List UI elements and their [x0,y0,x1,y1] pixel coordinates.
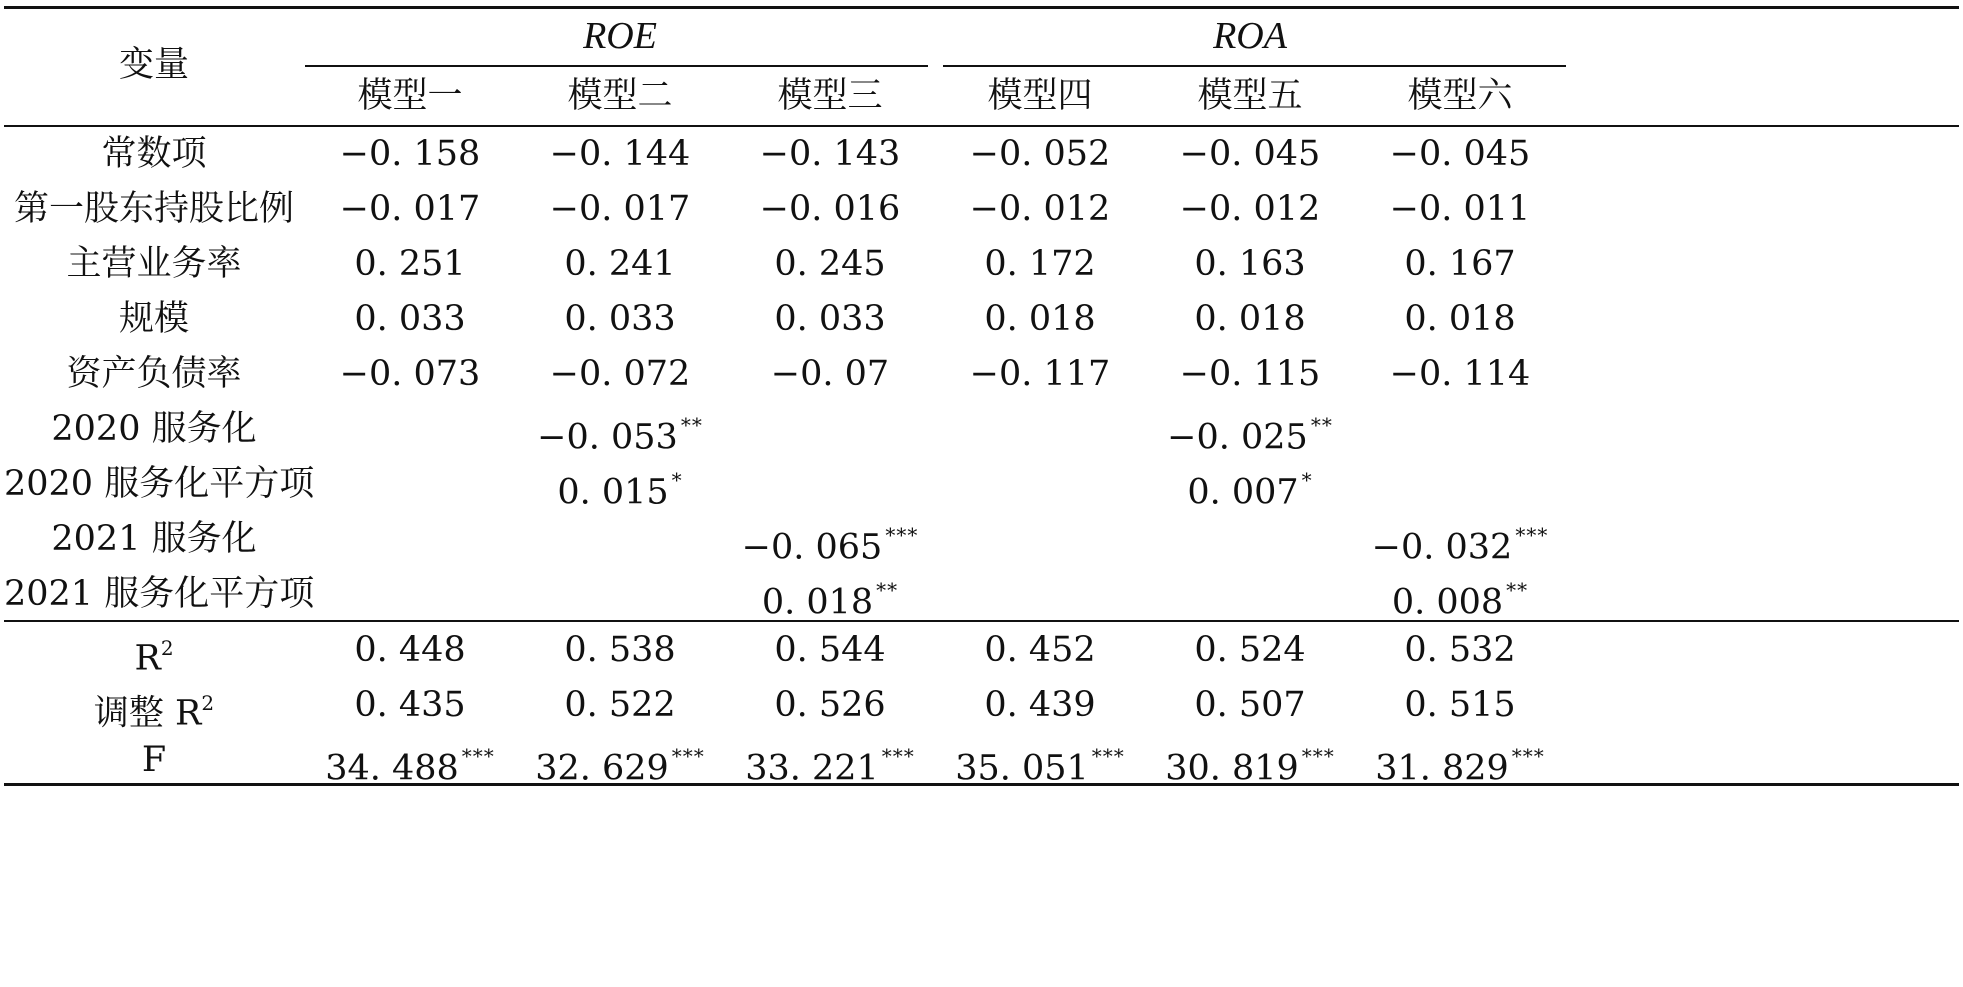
cell-value: 0. 538 [564,630,676,670]
cell-value: 0. 251 [354,244,466,284]
stat-cell [725,726,935,794]
cell-value: 0. 452 [984,630,1096,670]
cell-value: −0. 143 [759,134,901,174]
cell-value: −0. 117 [969,354,1111,394]
cell-value: 0. 018 [1194,299,1306,339]
stat-cell [1145,726,1355,794]
stat-cell [1355,726,1565,794]
cell-value: 0. 448 [354,630,466,670]
significance-stars: *** [1511,744,1545,768]
model-header-2: 模型二 [567,76,673,116]
cell-value: 0. 532 [1404,630,1516,670]
cell-value: −0. 072 [549,354,691,394]
row-label: 常数项 [101,134,207,174]
cell-value: 0. 018 [984,299,1096,339]
cell-value: 0. 018 [761,582,874,623]
row-label: 规模 [118,299,189,339]
significance-stars: *** [1091,744,1125,768]
cell-value: 0. 507 [1194,685,1306,725]
cell-value: 0. 007 [1187,472,1299,513]
cell-value: 0. 033 [564,299,676,339]
cell-value: 0. 544 [774,630,886,670]
cell-value: 0. 018 [1404,299,1516,339]
cell-value: −0. 144 [549,134,691,174]
table-cell [1145,450,1355,518]
cell-value: 0. 172 [984,244,1096,284]
cell-value: −0. 045 [1179,134,1321,174]
model-header-3: 模型三 [777,76,883,116]
cell-value: −0. 032 [1371,527,1513,568]
cell-value: −0. 052 [969,134,1111,174]
table-cell [1355,340,1565,408]
cell-value: −0. 012 [1179,189,1321,229]
cell-value: 0. 241 [564,244,676,284]
variable-header: 变量 [118,45,189,85]
cell-value: 34. 488 [325,748,459,789]
significance-stars: * [671,468,683,492]
cell-value: −0. 045 [1389,134,1531,174]
cell-value: 0. 515 [1404,685,1516,725]
row-label: 2020 服务化平方项 [4,464,315,504]
significance-stars: *** [1301,744,1335,768]
significance-stars: *** [1515,523,1549,547]
superscript-power: 2 [160,636,174,660]
row-label: 主营业务率 [66,244,242,284]
significance-stars: ** [876,578,899,602]
cell-value: 0. 015 [557,472,669,513]
significance-stars: ** [1310,413,1333,437]
stat-label-text: F [141,740,167,780]
cell-value: −0. 115 [1179,354,1321,394]
significance-stars: * [1301,468,1313,492]
cell-value: 32. 629 [535,748,669,789]
table-cell [725,340,935,408]
cell-value: 0. 163 [1194,244,1306,284]
stat-cell [515,726,725,794]
cell-value: 0. 167 [1404,244,1516,284]
significance-stars: *** [461,744,495,768]
cell-value: −0. 065 [741,527,883,568]
cell-value: −0. 073 [339,354,481,394]
table-cell [305,340,515,408]
cell-value: 0. 439 [984,685,1096,725]
cell-value: −0. 012 [969,189,1111,229]
cell-value: −0. 017 [549,189,691,229]
cell-value: 31. 829 [1375,748,1509,789]
table-cell [515,450,725,518]
cell-value: 0. 008 [1391,582,1504,623]
model-header-6: 模型六 [1407,76,1513,116]
row-label: 资产负债率 [66,354,242,394]
cell-value: 0. 033 [774,299,886,339]
cell-value: −0. 158 [339,134,481,174]
stat-cell [935,726,1145,794]
cell-value: −0. 07 [770,354,890,394]
cell-value: 35. 051 [955,748,1089,789]
cell-value: −0. 017 [339,189,481,229]
significance-stars: *** [881,744,915,768]
cell-value: 0. 526 [774,685,886,725]
stat-label-text: 调整 R [93,693,202,734]
cell-value: −0. 053 [537,417,678,458]
row-label: 2021 服务化平方项 [4,574,315,614]
cell-value: −0. 025 [1167,417,1308,458]
superscript-power: 2 [201,691,215,715]
cell-value: 0. 524 [1194,630,1306,670]
cell-value: 30. 819 [1165,748,1299,789]
model-header-4: 模型四 [987,76,1093,116]
significance-stars: ** [1506,578,1529,602]
cell-value: −0. 011 [1389,189,1531,229]
stat-label-text: R [134,638,161,679]
cell-value: 0. 522 [564,685,676,725]
row-label: 第一股东持股比例 [13,189,294,229]
significance-stars: *** [671,744,705,768]
cell-value: 0. 033 [354,299,466,339]
stat-cell [305,726,515,794]
group-header-roa: ROA [1213,15,1287,57]
cell-value: −0. 114 [1389,354,1531,394]
stat-label [4,726,304,794]
significance-stars: ** [680,413,703,437]
table-cell [935,340,1145,408]
model-header-1: 模型一 [357,76,463,116]
row-label: 2021 服务化 [51,519,257,559]
model-header-5: 模型五 [1197,76,1303,116]
cell-value: 0. 245 [774,244,886,284]
cell-value: 33. 221 [745,748,879,789]
cell-value: 0. 435 [354,685,466,725]
cell-value: −0. 016 [759,189,901,229]
row-label: 2020 服务化 [51,409,257,449]
significance-stars: *** [885,523,919,547]
group-header-roe: ROE [583,15,657,57]
